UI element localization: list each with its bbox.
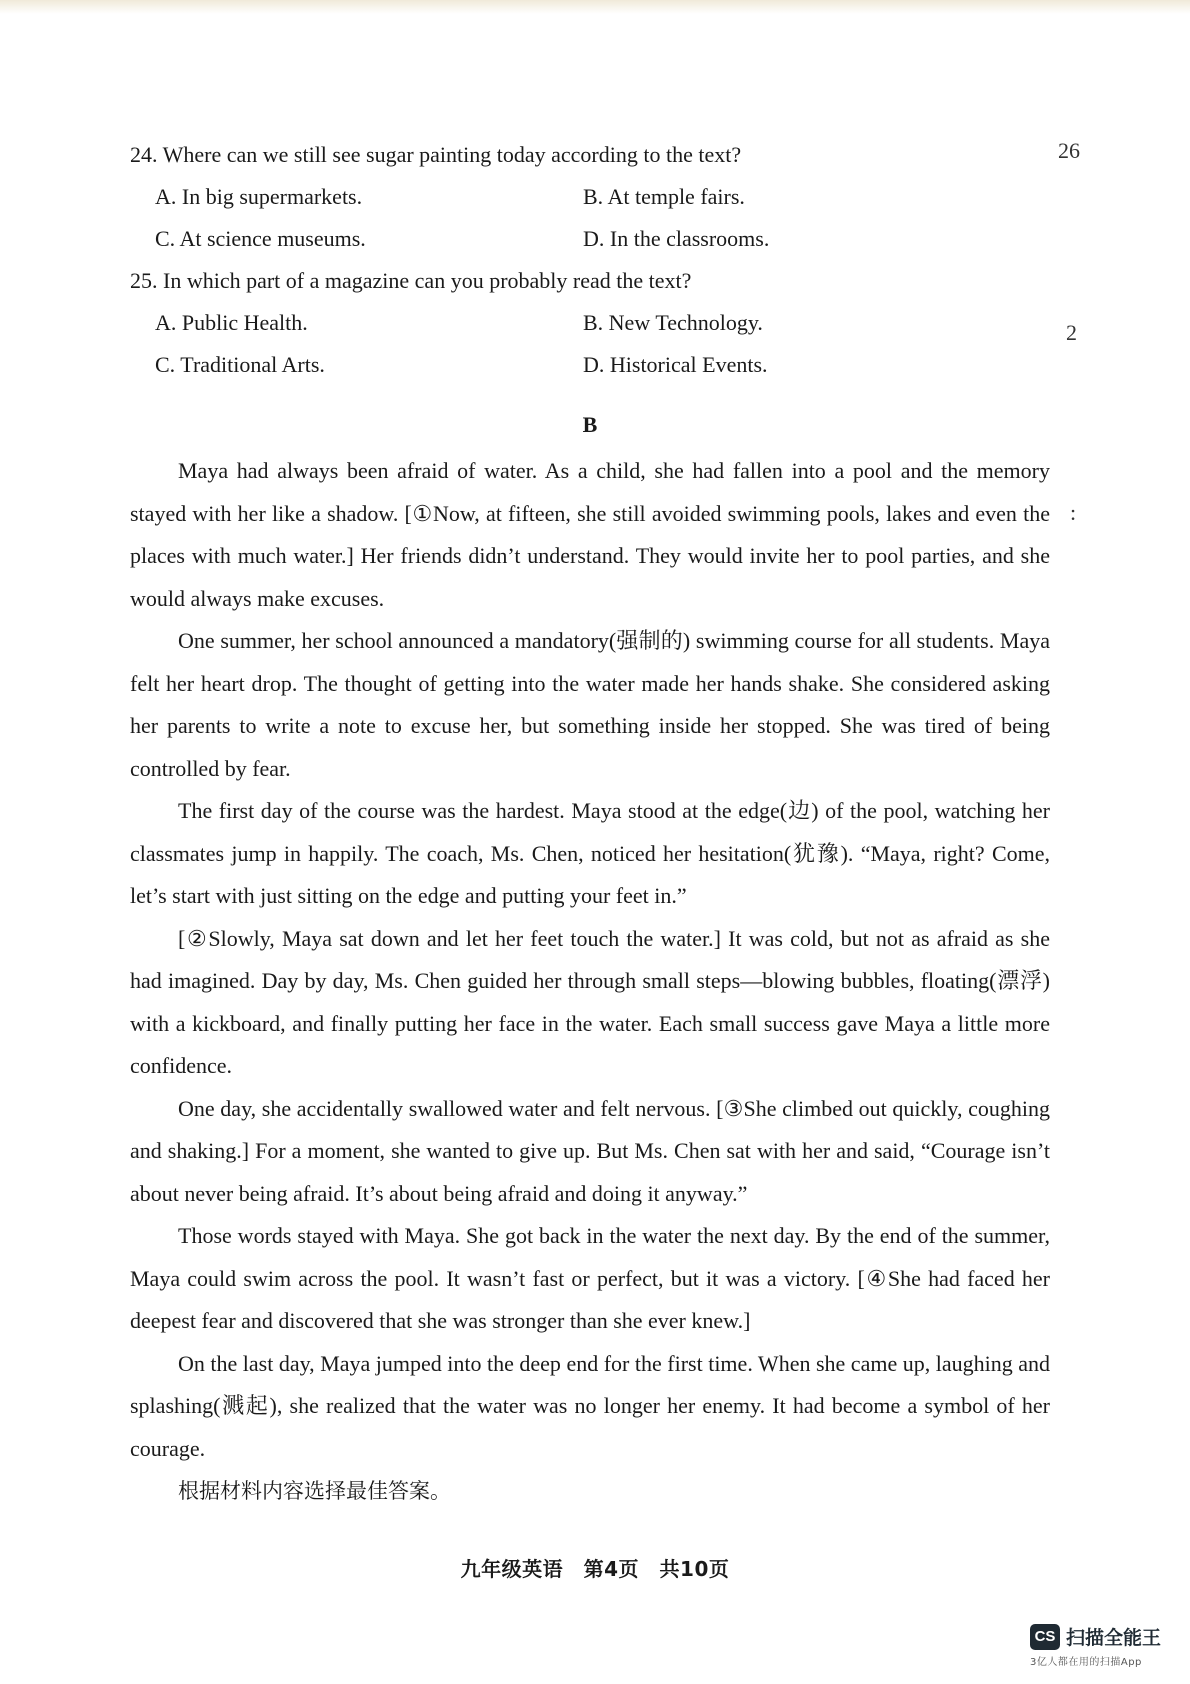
passage-paragraph: The first day of the course was the hardest. Maya stood at the edge(边) of the pool, watching her classmates jump in happily. The coach, Ms. Chen, noticed her hesitation(犹豫). “Maya, right? Come, let’s start with just sitting on the edge and putting your feet in.” (130, 798, 1050, 908)
option-b: B. At temple fairs. (583, 184, 745, 209)
camscanner-logo-icon: CS (1030, 1624, 1060, 1650)
watermark-header (1030, 1623, 1180, 1650)
passage-paragraph: [②Slowly, Maya sat down and let her feet touch the water.] It was cold, but not as afraid as she had imagined. Day by day, Ms. Chen guided her through small steps—blowing bubbles, floating(漂浮) with a kickboard, and finally putting her face in the water. Each small success gave Maya a little more confidence. (130, 925, 1050, 1078)
margin-number-1: 26 (1058, 138, 1080, 163)
passage-paragraph: One day, she accidentally swallowed water and felt nervous. [③She climbed out quickly, coughing and shaking.] For a moment, she wanted to give up. But Ms. Chen sat with her and said, “Courage isn’t about never being afraid. It’s about being afraid and doing it anyway.” (130, 1095, 1050, 1206)
option-d: D. Historical Events. (583, 352, 768, 377)
question-options (155, 308, 1050, 392)
passage-paragraph: Maya had always been afraid of water. As a child, she had fallen into a pool and the memory stayed with her like a shadow. [①Now, at fifteen, she still avoided swimming pools, lakes and even the places with much water.] Her friends didn’t understand. They would invite her to pool parties, and she would always make excuses. (130, 458, 1050, 611)
watermark-tagline: 3亿人都在用的扫描App (1030, 1657, 1142, 1668)
option-b: B. New Technology. (583, 310, 763, 335)
margin-number-2: 2 (1066, 320, 1077, 345)
option-c: C. At science museums. (155, 226, 366, 251)
passage-paragraph: On the last day, Maya jumped into the deep end for the first time. When she came up, laughing and splashing(溅起), she realized that the water was no longer her enemy. It had become a symbol of her courage. (130, 1350, 1050, 1461)
scanner-watermark (1030, 1623, 1180, 1679)
scan-top-edge (0, 0, 1190, 14)
section-title: B (582, 412, 598, 437)
question-stem: 24. Where can we still see sugar painting today according to the text? (130, 142, 742, 167)
question-25 (130, 266, 1050, 392)
option-a: A. Public Health. (155, 310, 308, 335)
page-content (130, 140, 1050, 1512)
instruction-text: 根据材料内容选择最佳答案。 (178, 1479, 451, 1503)
page-footer: 九年级英语 第4页 共10页 (460, 1557, 730, 1581)
option-d: D. In the classrooms. (583, 226, 770, 251)
question-24 (130, 140, 1050, 266)
margin-number-3: : (1070, 500, 1077, 525)
question-stem: 25. In which part of a magazine can you probably read the text? (130, 268, 692, 293)
option-a: A. In big supermarkets. (155, 184, 363, 209)
reading-passage (130, 450, 1050, 1470)
option-c: C. Traditional Arts. (155, 352, 325, 377)
question-options (155, 182, 1050, 266)
passage-paragraph: One summer, her school announced a mandatory(强制的) swimming course for all students. Maya felt her heart drop. The thought of getting into the water made her hands shake. She considered asking her parents to write a note to excuse her, but something inside her stopped. She was tired of being controlled by fear. (130, 628, 1050, 781)
passage-paragraph: Those words stayed with Maya. She got back in the water the next day. By the end of the summer, Maya could swim across the pool. It wasn’t fast or perfect, but it was a victory. [④She had faced her deepest fear and discovered that she was stronger than she ever knew.] (130, 1223, 1050, 1333)
watermark-app-name: 扫描全能王 (1066, 1627, 1162, 1649)
